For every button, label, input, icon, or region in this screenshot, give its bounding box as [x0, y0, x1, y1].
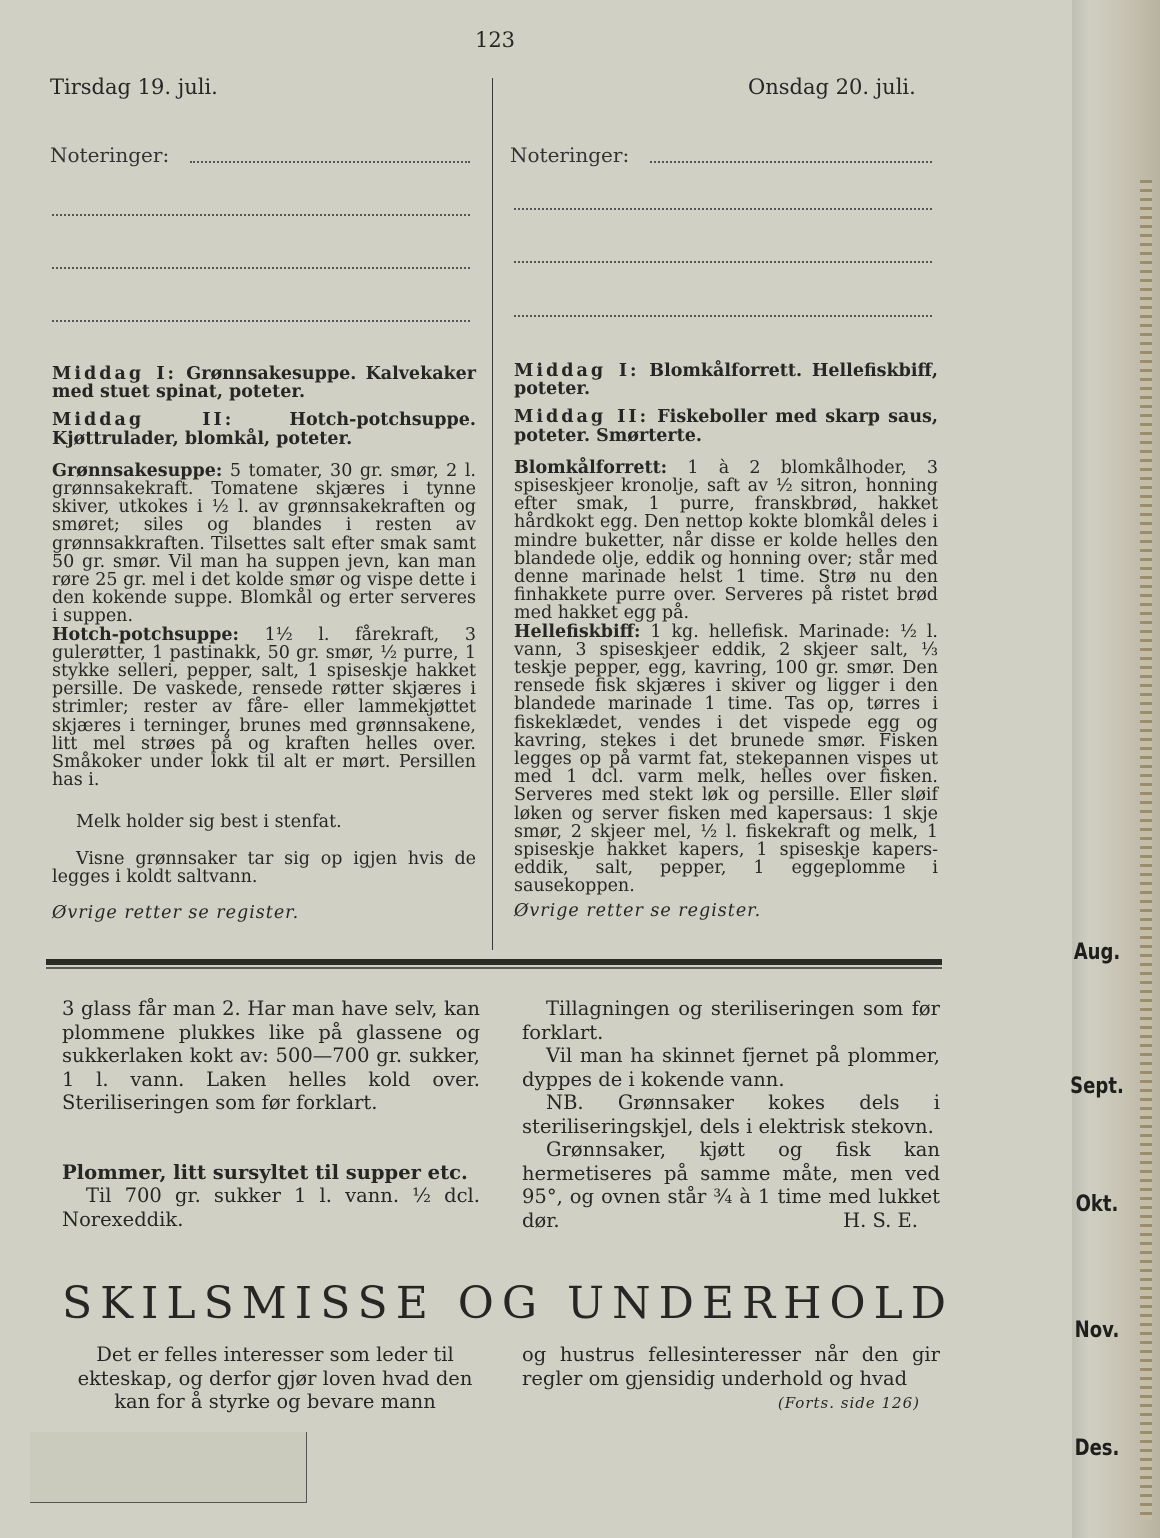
section-rule	[46, 959, 942, 965]
skin-paragraph: Vil man ha skinnet fjernet på plommer, dyppes de i kokende vann.	[522, 1044, 940, 1091]
sterilization-paragraph: Tillagningen og steriliseringen som før forklart.	[522, 997, 940, 1044]
right-notes-label: Noteringer:	[510, 143, 630, 167]
left-recipe-2: Hotch-potchsuppe: 1½ l. fårekraft, 3 gulerøtter, 1 pastinakk, 50 gr. smør, ½ purre, 1 stykke selleri, pepper, salt, 1 spiseskje hakket persille. De vaskede, rensede røtter skjæres i strimler; rester av fåre- eller lammekjøttet skjæres i terninger, brunes med grønnsakene, litt mel strøes på og kraften helles over. Småkoker under lokk til alt er mørt. Persillen has i.	[52, 624, 476, 791]
month-tab-des: Des.	[1074, 1436, 1120, 1461]
left-middag-1: Middag I: Grønnsakesuppe. Kalvekaker med stuet spinat, poteter.	[52, 364, 477, 403]
plum-heading: Plommer, litt sursyltet til supper etc.	[62, 1160, 468, 1184]
right-recipe-1: Blomkålforrett: 1 à 2 blomkålhoder, 3 spiseskjeer kronolje, saft av ½ sitron, honning efter smak, 1 purre, franskbrød, hakket hårdkokt egg. Den nettop kokte blomkål deles i mindre buketter, når disse er kolde helles den blandede olje, eddik og honning over; står med denne marinade helst 1 time. Strø nu den finhakkete purre over. Serveres på ristet brød med hakket egg på.	[514, 457, 938, 624]
notes-line	[514, 315, 932, 317]
month-tab-okt: Okt.	[1075, 1192, 1119, 1217]
right-recipes	[514, 362, 938, 920]
notes-line	[52, 267, 470, 269]
right-footer: Øvrige retter se register.	[514, 900, 762, 921]
column-divider	[492, 78, 493, 950]
notes-line	[514, 261, 932, 263]
month-tab-aug: Aug.	[1073, 940, 1121, 965]
plum-recipe: Til 700 gr. sukker 1 l. vann. ½ dcl. Norexeddik.	[62, 1184, 480, 1231]
notes-line	[52, 320, 470, 322]
notes-line	[514, 208, 932, 210]
left-day-heading: Tirsdag 19. juli.	[50, 75, 218, 99]
tip-milk: Melk holder sig best i stenfat.	[76, 812, 342, 833]
notes-line	[52, 214, 470, 216]
month-tab-nov: Nov.	[1074, 1318, 1120, 1343]
continued-note: (Forts. side 126)	[777, 1394, 920, 1412]
right-middag-2: Middag II: Fiskeboller med skarp saus, poteter. Smørterte.	[514, 407, 939, 446]
article-right-text: og hustrus fellesinteresser når den gir regler om gjensidig underhold og hvad (Forts. side 126)	[522, 1343, 940, 1416]
lower-right-text	[522, 997, 940, 1232]
lower-left-text	[62, 997, 480, 1231]
notes-line	[190, 161, 470, 163]
plum-paragraph: 3 glass får man 2. Har man have selv, kan plommene plukkes like på glassene og sukkerlaken kokt av: 500—700 gr. sukker, 1 l. vann. Laken helles kold over. Steriliseringen som før forklart.	[62, 997, 480, 1114]
page-number: 123	[474, 28, 516, 52]
section-rule-thin	[46, 967, 942, 969]
left-recipes	[52, 365, 476, 922]
month-tab-sept: Sept.	[1070, 1074, 1124, 1099]
binding-strip	[1140, 180, 1152, 1520]
article-headline: SKILSMISSE OG UNDERHOLD	[62, 1278, 955, 1329]
left-recipe-1: Grønnsakesuppe: 5 tomater, 30 gr. smør, 2 l. grønnsakekraft. Tomatene skjæres i tynne skiver, utkokes i ½ l. av grønnsakekraften og smøret; siles og blandes i resten av grønnsakkraften. Tilsettes salt efter smak samt 50 gr. smør. Vil man ha suppen jevn, kan man røre 25 gr. mel i det kolde smør og vispe dette i den kokende suppe. Blomkål og erter serveres i suppen.	[52, 460, 476, 627]
notes-line	[650, 161, 932, 163]
left-middag-2: Middag II: Hotch-potchsuppe. Kjøttrulader, blomkål, poteter.	[52, 410, 476, 449]
right-middag-1: Middag I: Blomkålforrett. Hellefiskbiff, poteter.	[514, 361, 938, 400]
right-day-heading: Onsdag 20. juli.	[748, 75, 916, 99]
tip-vegetables: Visne grønnsaker tar sig op igjen hvis de legges i koldt saltvann.	[52, 848, 476, 887]
right-recipe-2: Hellefiskbiff: 1 kg. hellefisk. Marinade: ½ l. vann, 3 spiseskjeer eddik, 2 skjeer salt, ⅓ teskje pepper, egg, kavring, 100 gr. smør. Den rensede fisk skjæres i skiver og ligger i den blandede marinade 1 time. Tas op, tørres i fiskeklædet, vendes i det vispede egg og kavring, stekes i det brunede smør. Fisken legges op på varmt fat, stekepannen vispes ut med 1 dcl. varm melk, helles over fisken. Serveres med stekt løk og persille. Eller sløif løken og server fisken med kapersaus: 1 skje smør, 2 skjeer mel, ½ l. fiskekraft og melk, 1 spiseskje hakket kapers, 1 spiseskje kapers-eddik, salt, pepper, 1 eggeplomme i sausekoppen.	[514, 621, 938, 897]
nb-paragraph: NB. Grønnsaker kokes dels i steriliseringskjel, dels i elektrisk stekovn.	[522, 1091, 940, 1138]
blank-box	[30, 1432, 307, 1503]
article-left-text: Det er felles interesser som leder til ekteskap, og derfor gjør loven hvad den kan for å styrke og bevare mann	[77, 1343, 473, 1413]
left-footer: Øvrige retter se register.	[52, 903, 300, 924]
canning-paragraph: Grønnsaker, kjøtt og fisk kan hermetiseres på samme måte, men ved 95°, og ovnen står ¾ à 1 time med lukket dør. H. S. E.	[522, 1138, 940, 1232]
left-notes-label: Noteringer:	[50, 143, 170, 167]
signature: H. S. E.	[843, 1208, 918, 1232]
